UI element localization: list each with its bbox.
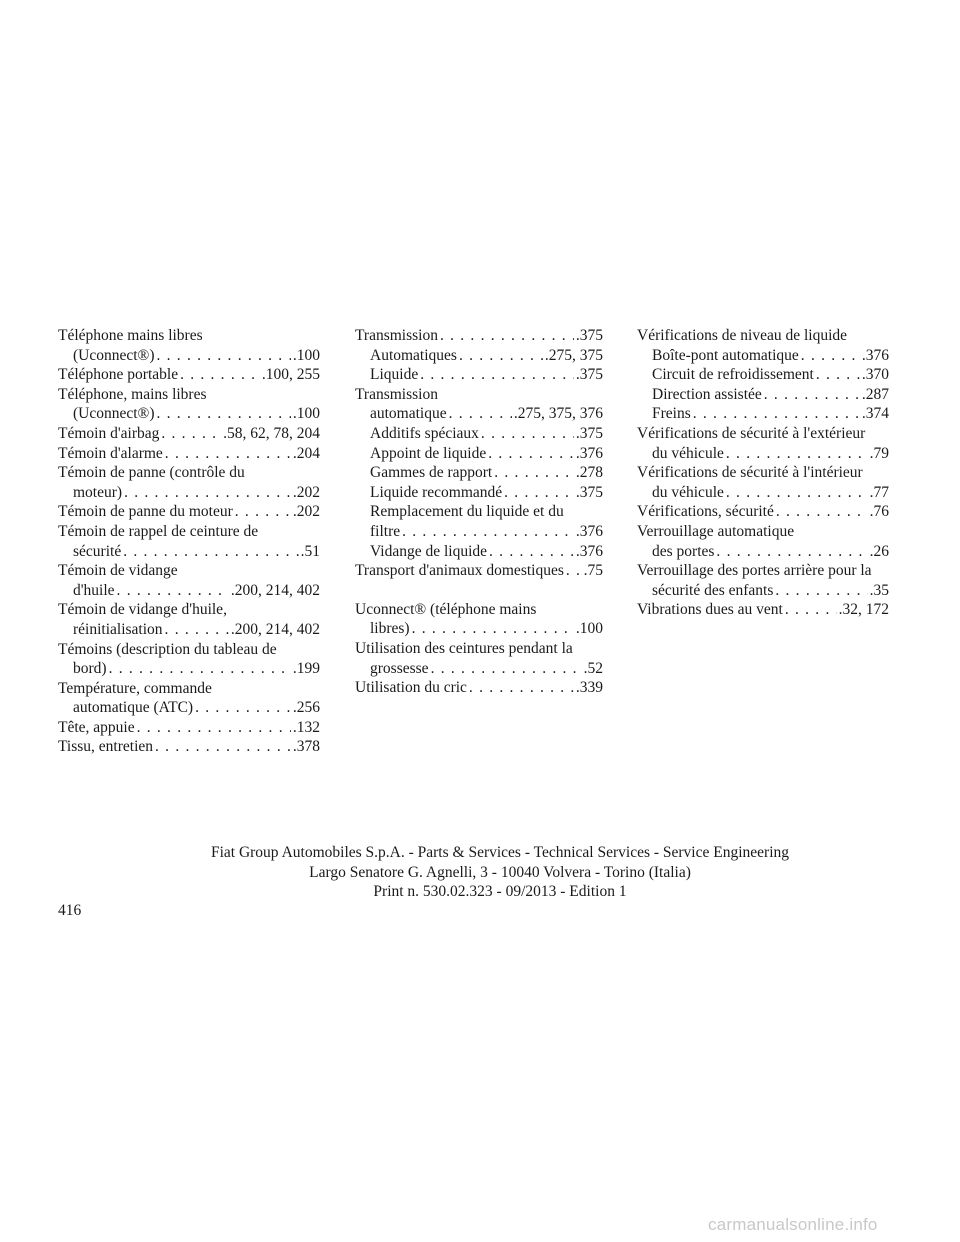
index-entry: [58, 522, 320, 561]
index-page-ref: .370: [861, 366, 889, 384]
index-term: Témoin de vidange: [58, 562, 178, 580]
index-page-ref: .100, 255: [261, 366, 320, 384]
index-term: Utilisation du cric: [355, 679, 467, 697]
dot-leader: [481, 424, 574, 444]
index-term: Boîte-pont automatique: [652, 346, 799, 364]
index-entry: [58, 365, 320, 385]
index-term: Température, commande: [58, 679, 212, 697]
index-page-ref: .100: [575, 620, 603, 638]
index-entry: [637, 561, 889, 600]
index-page-ref: .76: [869, 503, 889, 521]
index-line: [637, 463, 889, 483]
index-line: [58, 463, 320, 483]
index-page-ref: .374: [861, 405, 889, 423]
dot-leader: [489, 542, 574, 562]
dot-leader: [180, 365, 260, 385]
index-page-ref: .100: [292, 346, 320, 364]
index-line: [637, 483, 889, 503]
dot-leader: [816, 365, 860, 385]
index-page-ref: .100: [292, 405, 320, 423]
index-term: automatique: [370, 405, 447, 423]
dot-leader: [716, 542, 867, 562]
index-entry: [355, 483, 603, 503]
index-page-ref: .339: [575, 679, 603, 697]
index-line: [637, 424, 889, 444]
index-entry: [637, 424, 889, 463]
index-line: [355, 444, 603, 464]
index-term: moteur): [73, 483, 123, 501]
index-term: Vidange de liquide: [370, 542, 488, 560]
index-entry: [58, 424, 320, 444]
dot-leader: [109, 659, 291, 679]
index-page-ref: .75: [583, 562, 603, 580]
index-term: Témoin de panne du moteur: [58, 503, 233, 521]
index-term: des portes: [652, 542, 715, 560]
index-line: [58, 679, 320, 699]
index-term: Liquide: [370, 366, 419, 384]
index-page-ref: .35: [869, 581, 889, 599]
index-line: [355, 365, 603, 385]
index-page-ref: .79: [869, 444, 889, 462]
index-line: [58, 385, 320, 405]
index-line: [355, 678, 603, 698]
index-line: [637, 561, 889, 581]
index-entry: [355, 444, 603, 464]
index-page-ref: .51: [300, 542, 320, 560]
index-entry: [637, 404, 889, 424]
dot-leader: [431, 659, 582, 679]
index-line: [637, 346, 889, 366]
dot-leader: [449, 404, 512, 424]
dot-leader: [469, 678, 574, 698]
index-page-ref: .375: [575, 366, 603, 384]
index-entry: [58, 326, 320, 365]
index-term: Remplacement du liquide et du: [370, 503, 564, 521]
index-line: [58, 600, 320, 620]
dot-leader: [137, 718, 291, 738]
index-page-ref: .375: [575, 424, 603, 442]
index-term: Téléphone mains libres: [58, 327, 203, 344]
index-line: [58, 483, 320, 503]
index-term: sécurité: [73, 542, 122, 560]
index-page-ref: .278: [575, 464, 603, 482]
index-entry: [58, 600, 320, 639]
index-entry: [355, 542, 603, 562]
index-entry: [637, 326, 889, 346]
index-term: Gammes de rapport: [370, 464, 493, 482]
index-term: grossesse: [370, 659, 429, 677]
index-line: [58, 444, 320, 464]
index-term: libres): [370, 620, 410, 638]
index-line: [355, 463, 603, 483]
footer-line-3: Print n. 530.02.323 - 09/2013 - Edition 1: [373, 883, 627, 900]
index-entry: [355, 463, 603, 483]
index-term: Uconnect® (téléphone mains: [355, 600, 537, 618]
index-page-ref: .204: [292, 444, 320, 462]
index-term: Verrouillage automatique: [637, 522, 795, 540]
index-term: Additifs spéciaux: [370, 424, 479, 442]
dot-leader: [157, 404, 291, 424]
index-term: Vérifications de sécurité à l'intérieur: [637, 464, 863, 482]
dot-leader: [775, 581, 867, 601]
index-line: [58, 502, 320, 522]
index-entry: [58, 640, 320, 679]
dot-leader: [488, 444, 574, 464]
index-term: Circuit de refroidissement: [652, 366, 814, 384]
index-page-ref: .199: [292, 660, 320, 678]
index-line: [58, 424, 320, 444]
dot-leader: [165, 444, 291, 464]
index-page-ref: .287: [861, 385, 889, 403]
index-line: [637, 444, 889, 464]
index-term: Utilisation des ceintures pendant la: [355, 639, 573, 657]
index-line: [58, 404, 320, 424]
index-line: [58, 346, 320, 366]
index-line: [637, 542, 889, 562]
index-column-3: [637, 326, 889, 620]
index-page-ref: .375: [575, 483, 603, 501]
index-line: [355, 502, 603, 522]
index-line: [58, 561, 320, 581]
index-page-ref: .200, 214, 402: [230, 581, 320, 599]
index-line: [355, 561, 603, 581]
dot-leader: [420, 365, 574, 385]
index-line: [58, 365, 320, 385]
index-term: Téléphone, mains libres: [58, 385, 207, 403]
footer-line-2: Largo Senatore G. Agnelli, 3 - 10040 Volvera - Torino (Italia): [309, 863, 691, 881]
index-term: du véhicule: [652, 444, 724, 462]
index-entry: [637, 346, 889, 366]
index-line: [637, 522, 889, 542]
index-page-ref: .26: [869, 542, 889, 560]
dot-leader: [459, 346, 543, 366]
index-line: [637, 502, 889, 522]
index-page-ref: .32, 172: [838, 601, 889, 619]
index-line: [58, 326, 320, 346]
index-entry: [355, 678, 603, 698]
index-term: Appoint de liquide: [370, 444, 487, 462]
index-line: [58, 718, 320, 738]
index-entry: [355, 561, 603, 581]
index-page-ref: .202: [292, 503, 320, 521]
index-entry: [355, 326, 603, 346]
index-line: [355, 326, 603, 346]
index-term: Vérifications de niveau de liquide: [637, 327, 848, 344]
index-page-ref: .376: [575, 522, 603, 540]
dot-leader: [726, 444, 868, 464]
dot-leader: [123, 542, 298, 562]
index-entry: [637, 385, 889, 405]
index-line: [637, 404, 889, 424]
dot-leader: [117, 581, 229, 601]
dot-leader: [764, 385, 860, 405]
dot-leader: [566, 561, 582, 581]
dot-leader: [157, 346, 291, 366]
index-line: [355, 600, 603, 620]
index-page-ref: .200, 214, 402: [230, 620, 320, 638]
index-term: filtre: [370, 522, 401, 540]
index-term: Freins: [652, 405, 691, 423]
index-line: [637, 600, 889, 620]
index-column-2: [355, 326, 603, 698]
dot-leader: [155, 737, 291, 757]
index-page-ref: .376: [861, 346, 889, 364]
index-line: [355, 659, 603, 679]
index-line: [637, 581, 889, 601]
index-entry: [355, 424, 603, 444]
index-term: Transmission: [355, 385, 438, 403]
dot-leader: [726, 483, 868, 503]
dot-leader: [165, 620, 229, 640]
index-entry: [637, 522, 889, 561]
index-term: Tête, appuie: [58, 718, 135, 736]
index-line: [355, 542, 603, 562]
index-line: [355, 424, 603, 444]
index-term: Automatiques: [370, 346, 457, 364]
page-number: 416: [58, 902, 82, 919]
index-term: Téléphone portable: [58, 366, 179, 384]
index-line: [637, 326, 889, 346]
index-entry: [355, 639, 603, 678]
index-page-ref: .58, 62, 78, 204: [223, 424, 320, 442]
index-term: (Uconnect®): [73, 405, 155, 423]
index-entry: [58, 561, 320, 600]
index-term: Transport d'animaux domestiques: [355, 562, 564, 580]
index-page-ref: .77: [869, 483, 889, 501]
index-entry: [58, 718, 320, 738]
index-term: Vérifications de sécurité à l'extérieur: [637, 424, 866, 442]
index-entry: [637, 502, 889, 522]
index-term: Témoin de panne (contrôle du: [58, 464, 245, 482]
index-term: d'huile: [73, 581, 115, 599]
dot-leader: [801, 346, 860, 366]
index-page-ref: .376: [575, 444, 603, 462]
index-page-ref: .378: [292, 738, 320, 756]
index-line: [58, 620, 320, 640]
index-line: [58, 542, 320, 562]
watermark: carmanualsonline.info: [708, 1215, 878, 1234]
dot-leader: [693, 404, 860, 424]
index-line: [355, 346, 603, 366]
index-page-ref: .376: [575, 542, 603, 560]
index-term: sécurité des enfants: [652, 581, 774, 599]
index-term: Témoin de vidange d'huile,: [58, 601, 227, 619]
dot-leader: [235, 502, 291, 522]
index-entry: [637, 600, 889, 620]
index-line: [355, 385, 603, 405]
index-entry: [58, 444, 320, 464]
dot-leader: [124, 483, 291, 503]
index-page-ref: .275, 375: [544, 346, 603, 364]
dot-leader: [494, 463, 574, 483]
index-line: [355, 619, 603, 639]
index-entry: [637, 365, 889, 385]
index-column-1: [58, 326, 320, 757]
index-term: Direction assistée: [652, 385, 762, 403]
footer-line-1: Fiat Group Automobiles S.p.A. - Parts & Services - Technical Services - Service Engineering: [210, 844, 790, 861]
index-term: Vérifications, sécurité: [637, 503, 774, 521]
index-term: Témoin d'alarme: [58, 444, 163, 462]
index-line: [355, 639, 603, 659]
index-entry: [637, 463, 889, 502]
index-line: [58, 522, 320, 542]
index-entry: [58, 385, 320, 424]
dot-leader: [402, 522, 574, 542]
dot-leader: [161, 424, 221, 444]
publisher-footer: [0, 843, 960, 902]
index-entry: [58, 737, 320, 757]
index-page-ref: .132: [292, 718, 320, 736]
index-entry: [58, 679, 320, 718]
index-term: Transmission: [355, 327, 438, 344]
index-page-ref: .52: [583, 659, 603, 677]
index-entry: [355, 385, 603, 424]
index-term: Témoin de rappel de ceinture de: [58, 522, 259, 540]
index-entry: [355, 502, 603, 541]
index-page-ref: .256: [292, 699, 320, 717]
index-line: [637, 365, 889, 385]
index-term: réinitialisation: [73, 620, 163, 638]
index-line: [58, 581, 320, 601]
index-line: [355, 404, 603, 424]
index-line: [58, 640, 320, 660]
index-entry: [58, 502, 320, 522]
index-term: Tissu, entretien: [58, 738, 154, 756]
dot-leader: [776, 502, 868, 522]
index-term: bord): [73, 660, 107, 678]
index-term: Verrouillage des portes arrière pour la: [637, 562, 872, 580]
index-term: Liquide recommandé: [370, 483, 503, 501]
index-page-ref: .375: [575, 327, 603, 344]
index-term: automatique (ATC): [73, 699, 194, 717]
dot-leader: [440, 326, 574, 346]
index-entry: [355, 365, 603, 385]
index-spacer: [355, 581, 603, 600]
index-entry: [355, 346, 603, 366]
index-entry: [58, 463, 320, 502]
index-term: Témoins (description du tableau de: [58, 640, 277, 658]
index-line: [58, 659, 320, 679]
index-line: [637, 385, 889, 405]
index-term: Vibrations dues au vent: [637, 601, 783, 619]
index-page-ref: .275, 375, 376: [513, 405, 603, 423]
index-line: [355, 483, 603, 503]
index-entry: [355, 600, 603, 639]
dot-leader: [504, 483, 574, 503]
dot-leader: [412, 619, 574, 639]
index-line: [355, 522, 603, 542]
index-page-ref: .202: [292, 483, 320, 501]
index-term: du véhicule: [652, 483, 724, 501]
dot-leader: [785, 600, 837, 620]
dot-leader: [195, 698, 291, 718]
index-line: [58, 737, 320, 757]
index-line: [58, 698, 320, 718]
index-term: (Uconnect®): [73, 346, 155, 364]
index-term: Témoin d'airbag: [58, 424, 160, 442]
